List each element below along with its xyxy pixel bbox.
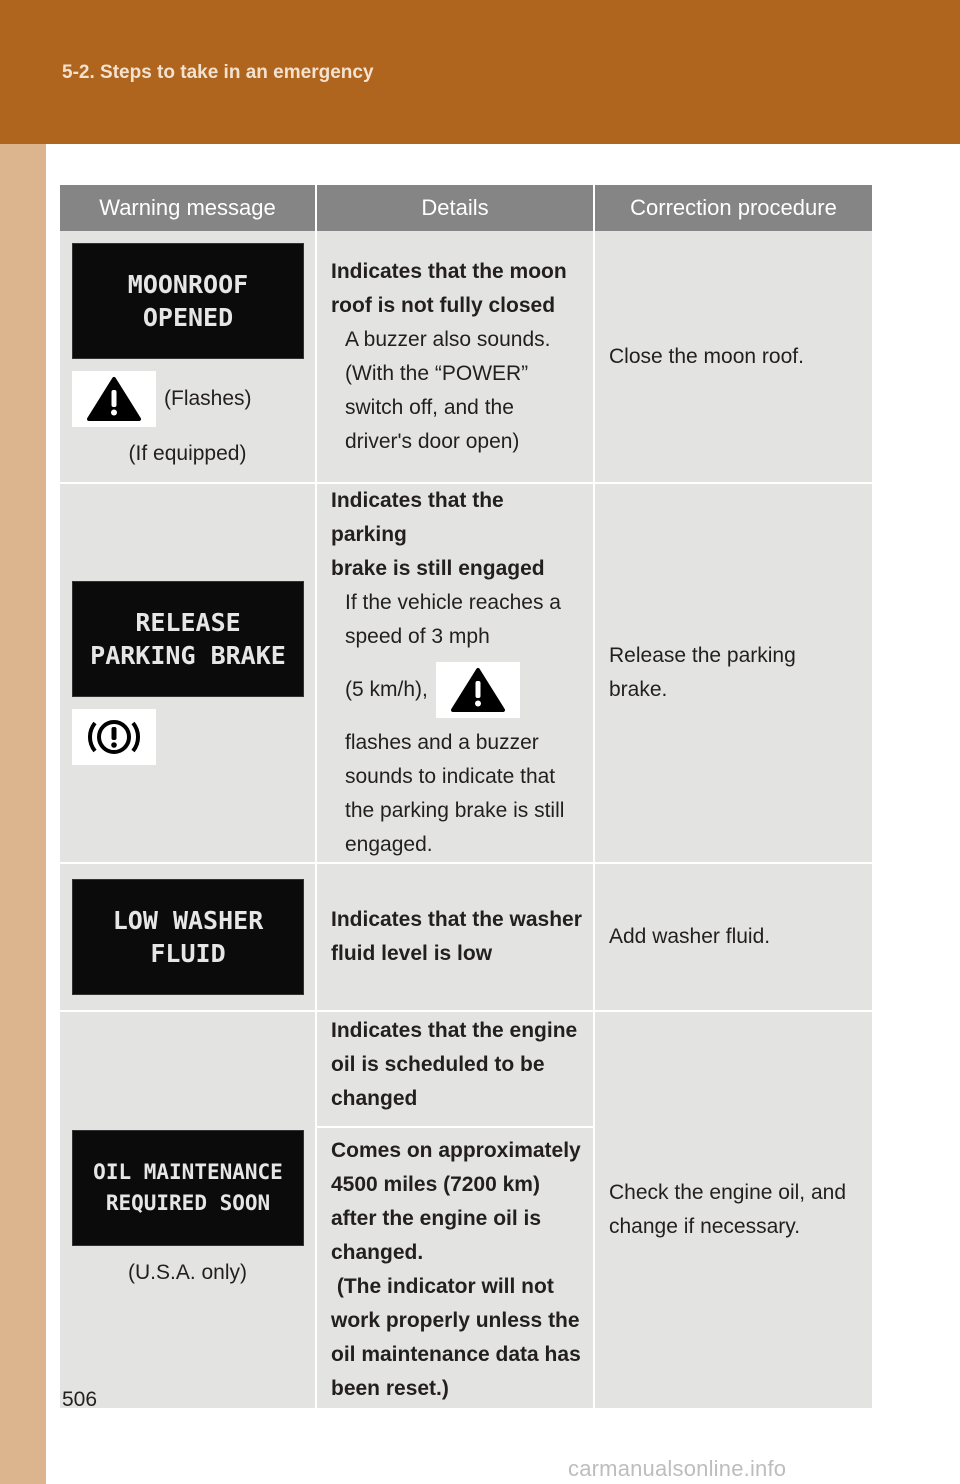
details-cell bbox=[316, 1011, 594, 1409]
flashes-note: (Flashes) bbox=[164, 386, 252, 410]
details-body: A buzzer also sounds. (With the “POWER” switch off, and the driver's door open) bbox=[345, 327, 551, 453]
table-row bbox=[60, 863, 872, 1011]
warning-table bbox=[60, 185, 872, 1410]
display-screen-parking-brake: RELEASE PARKING BRAKE bbox=[72, 581, 304, 697]
details-cell bbox=[316, 483, 594, 863]
correction-cell: Add washer fluid. bbox=[594, 863, 872, 1011]
master-warning-icon bbox=[436, 662, 520, 718]
master-warning-icon bbox=[72, 371, 156, 427]
details-cell bbox=[316, 231, 594, 483]
warning-message-cell bbox=[60, 231, 316, 483]
subcell-divider bbox=[317, 1126, 593, 1128]
display-screen-moonroof: MOONROOF OPENED bbox=[72, 243, 304, 359]
details-part-b: Comes on approximately 4500 miles (7200 km) after the engine oil is changed. (The indicator will not work properly unless the oil maintenance data has been reset.) bbox=[331, 1139, 581, 1400]
if-equipped-note: (If equipped) bbox=[128, 441, 247, 465]
column-header-correction: Correction procedure bbox=[594, 185, 872, 231]
column-header-warning-message: Warning message bbox=[60, 185, 316, 231]
table-row bbox=[60, 231, 872, 483]
table-row bbox=[60, 1011, 872, 1409]
brake-warning-icon bbox=[72, 709, 156, 765]
page-number: 506 bbox=[62, 1388, 98, 1411]
table-header-row bbox=[60, 185, 872, 231]
warning-message-cell bbox=[60, 1011, 316, 1409]
details-body: If the vehicle reaches a speed of 3 mph (5 km/h), flashes and a buzzer sounds to indicate that the parking brake is still engaged. bbox=[345, 591, 565, 856]
column-header-details: Details bbox=[316, 185, 594, 231]
section-title: 5-2. Steps to take in an emergency bbox=[62, 62, 374, 83]
correction-cell: Close the moon roof. bbox=[594, 231, 872, 483]
watermark: carmanualsonline.info bbox=[568, 1456, 787, 1481]
details-title: Indicates that the moon roof is not fully closed bbox=[331, 259, 567, 317]
side-strip bbox=[0, 144, 46, 1484]
details-part-a: Indicates that the engine oil is scheduled to be changed bbox=[331, 1019, 578, 1110]
warning-message-cell bbox=[60, 863, 316, 1011]
display-screen-oil-maintenance: OIL MAINTENANCE REQUIRED SOON bbox=[72, 1130, 304, 1246]
display-screen-washer-fluid: LOW WASHER FLUID bbox=[72, 879, 304, 995]
warning-message-cell bbox=[60, 483, 316, 863]
details-cell bbox=[316, 863, 594, 1011]
table-row bbox=[60, 483, 872, 863]
correction-cell: Release the parking brake. bbox=[594, 483, 872, 863]
details-title: Indicates that the parking brake is still engaged bbox=[331, 489, 545, 580]
correction-cell: Check the engine oil, and change if necessary. bbox=[594, 1011, 872, 1409]
usa-only-note: (U.S.A. only) bbox=[127, 1261, 248, 1284]
details-title: Indicates that the washer fluid level is low bbox=[331, 908, 582, 965]
